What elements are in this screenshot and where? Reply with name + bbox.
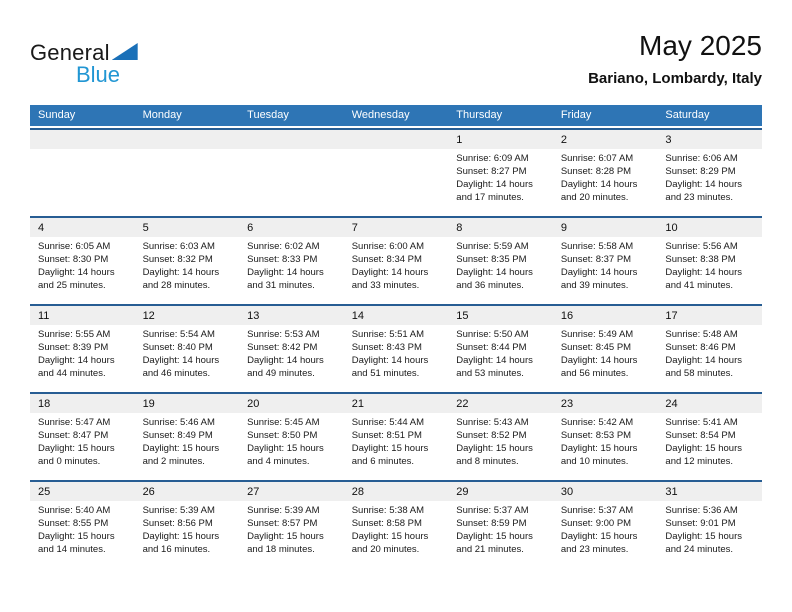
- weekday-header: Saturday: [665, 109, 710, 121]
- sunrise-text: Sunrise: 5:38 AM: [351, 505, 425, 516]
- daylight-text: Daylight: 15 hours and 16 minutes.: [142, 531, 220, 555]
- daylight-text: Daylight: 14 hours and 44 minutes.: [38, 355, 115, 379]
- sunset-text: Sunset: 8:57 PM: [247, 518, 318, 529]
- day-details: [657, 501, 762, 556]
- empty-day-cell: [344, 130, 449, 214]
- sunset-text: Sunset: 8:30 PM: [38, 254, 109, 265]
- daylight-text: Daylight: 15 hours and 23 minutes.: [560, 531, 638, 555]
- day-cell: [448, 482, 553, 566]
- sunrise-text: Sunrise: 6:02 AM: [247, 241, 320, 252]
- sunrise-text: Sunrise: 5:51 AM: [351, 329, 425, 340]
- sunrise-text: Sunrise: 6:00 AM: [351, 241, 425, 252]
- day-details: [344, 413, 449, 468]
- sunset-text: Sunset: 8:38 PM: [665, 254, 736, 265]
- day-details: [344, 501, 449, 556]
- day-details: [553, 237, 658, 292]
- sunset-text: Sunset: 8:50 PM: [247, 430, 318, 441]
- sunrise-text: Sunrise: 5:48 AM: [665, 329, 738, 340]
- sunrise-text: Sunrise: 5:54 AM: [142, 329, 215, 340]
- daylight-text: Daylight: 14 hours and 20 minutes.: [560, 179, 638, 203]
- day-details: [657, 149, 762, 204]
- day-cell: [657, 482, 762, 566]
- day-cell: [448, 218, 553, 302]
- day-cell: [657, 130, 762, 214]
- week-row: [30, 304, 762, 390]
- sunrise-text: Sunrise: 6:09 AM: [456, 153, 529, 164]
- sunset-text: Sunset: 8:34 PM: [351, 254, 422, 265]
- day-number: 31: [657, 482, 762, 501]
- week-row: [30, 216, 762, 302]
- weekday-header: Thursday: [456, 109, 503, 121]
- day-cell: [448, 306, 553, 390]
- day-cell: [30, 218, 135, 302]
- day-number: 14: [344, 306, 449, 325]
- sunrise-text: Sunrise: 5:42 AM: [560, 417, 634, 428]
- day-details: [239, 413, 344, 468]
- day-number: 12: [135, 306, 240, 325]
- sunset-text: Sunset: 8:33 PM: [247, 254, 318, 265]
- day-number: 26: [135, 482, 240, 501]
- daylight-text: Daylight: 15 hours and 12 minutes.: [665, 443, 742, 467]
- sunset-text: Sunset: 8:29 PM: [665, 166, 736, 177]
- day-number: 3: [657, 130, 762, 149]
- daylight-text: Daylight: 15 hours and 6 minutes.: [351, 443, 429, 467]
- day-number: 18: [30, 394, 135, 413]
- sunset-text: Sunset: 8:40 PM: [142, 342, 213, 353]
- daylight-text: Daylight: 14 hours and 39 minutes.: [560, 267, 638, 291]
- sunrise-text: Sunrise: 6:06 AM: [665, 153, 738, 164]
- logo-text-general: General: [30, 40, 110, 65]
- daylight-text: Daylight: 15 hours and 0 minutes.: [38, 443, 115, 467]
- day-cell: [553, 306, 658, 390]
- week-row: [30, 128, 762, 214]
- day-number: 25: [30, 482, 135, 501]
- sunrise-text: Sunrise: 5:36 AM: [665, 505, 738, 516]
- daylight-text: Daylight: 14 hours and 49 minutes.: [247, 355, 324, 379]
- day-number: 27: [239, 482, 344, 501]
- sunset-text: Sunset: 8:44 PM: [456, 342, 527, 353]
- daylight-text: Daylight: 15 hours and 14 minutes.: [38, 531, 115, 555]
- day-details: [553, 501, 658, 556]
- day-number: 5: [135, 218, 240, 237]
- sunrise-text: Sunrise: 5:49 AM: [560, 329, 634, 340]
- day-details: [135, 501, 240, 556]
- empty-day-cell: [135, 130, 240, 214]
- sunset-text: Sunset: 8:28 PM: [560, 166, 632, 177]
- weekday-header: Sunday: [38, 109, 76, 121]
- day-cell: [657, 394, 762, 478]
- sunset-text: Sunset: 8:52 PM: [456, 430, 527, 441]
- day-number: 7: [344, 218, 449, 237]
- day-details: [448, 501, 553, 556]
- daylight-text: Daylight: 14 hours and 53 minutes.: [456, 355, 533, 379]
- day-details: [135, 413, 240, 468]
- day-cell: [30, 306, 135, 390]
- day-cell: [657, 218, 762, 302]
- daylight-text: Daylight: 15 hours and 20 minutes.: [351, 531, 429, 555]
- sunset-text: Sunset: 9:00 PM: [560, 518, 632, 529]
- week-row: [30, 392, 762, 478]
- page-subtitle: Bariano, Lombardy, Italy: [588, 70, 762, 87]
- week-row: [30, 480, 762, 566]
- day-details: [135, 237, 240, 292]
- daylight-text: Daylight: 14 hours and 23 minutes.: [665, 179, 742, 203]
- daylight-text: Daylight: 14 hours and 17 minutes.: [456, 179, 533, 203]
- day-number: 2: [553, 130, 658, 149]
- sunrise-text: Sunrise: 5:56 AM: [665, 241, 738, 252]
- day-details: [30, 413, 135, 468]
- day-number: 10: [657, 218, 762, 237]
- day-cell: [135, 306, 240, 390]
- day-details: [239, 501, 344, 556]
- sunset-text: Sunset: 9:01 PM: [665, 518, 736, 529]
- daylight-text: Daylight: 15 hours and 18 minutes.: [247, 531, 324, 555]
- day-number: 19: [135, 394, 240, 413]
- day-cell: [30, 482, 135, 566]
- sunrise-text: Sunrise: 5:41 AM: [665, 417, 738, 428]
- sunset-text: Sunset: 8:27 PM: [456, 166, 527, 177]
- day-number: 15: [448, 306, 553, 325]
- day-cell: [448, 130, 553, 214]
- daylight-text: Daylight: 14 hours and 31 minutes.: [247, 267, 324, 291]
- weekday-header: Monday: [142, 109, 182, 121]
- sunset-text: Sunset: 8:43 PM: [351, 342, 422, 353]
- day-number: 20: [239, 394, 344, 413]
- day-cell: [553, 394, 658, 478]
- day-number: [239, 130, 344, 149]
- sunrise-text: Sunrise: 5:55 AM: [38, 329, 111, 340]
- sunset-text: Sunset: 8:58 PM: [351, 518, 422, 529]
- day-number: [135, 130, 240, 149]
- daylight-text: Daylight: 15 hours and 2 minutes.: [142, 443, 220, 467]
- day-details: [30, 501, 135, 556]
- day-cell: [239, 306, 344, 390]
- daylight-text: Daylight: 15 hours and 8 minutes.: [456, 443, 533, 467]
- day-number: 22: [448, 394, 553, 413]
- sunset-text: Sunset: 8:55 PM: [38, 518, 109, 529]
- day-number: 13: [239, 306, 344, 325]
- empty-day-cell: [239, 130, 344, 214]
- day-details: [239, 237, 344, 292]
- day-cell: [135, 394, 240, 478]
- day-cell: [553, 130, 658, 214]
- sunset-text: Sunset: 8:46 PM: [665, 342, 736, 353]
- day-cell: [344, 394, 449, 478]
- empty-day-cell: [30, 130, 135, 214]
- sunset-text: Sunset: 8:56 PM: [142, 518, 213, 529]
- day-details: [30, 237, 135, 292]
- day-cell: [553, 482, 658, 566]
- sunrise-text: Sunrise: 5:59 AM: [456, 241, 529, 252]
- page-header: [30, 0, 762, 105]
- daylight-text: Daylight: 14 hours and 25 minutes.: [38, 267, 115, 291]
- sunset-text: Sunset: 8:32 PM: [142, 254, 213, 265]
- sunrise-text: Sunrise: 5:39 AM: [142, 505, 215, 516]
- sunset-text: Sunset: 8:54 PM: [665, 430, 736, 441]
- day-cell: [239, 394, 344, 478]
- calendar-grid: [30, 128, 762, 566]
- day-number: 9: [553, 218, 658, 237]
- sunrise-text: Sunrise: 5:37 AM: [560, 505, 634, 516]
- daylight-text: Daylight: 14 hours and 56 minutes.: [560, 355, 638, 379]
- weekday-header: Friday: [560, 109, 592, 121]
- logo-text-blue: Blue: [76, 62, 121, 87]
- sunrise-text: Sunrise: 5:37 AM: [456, 505, 529, 516]
- day-details: [553, 149, 658, 204]
- day-details: [553, 325, 658, 380]
- day-number: 11: [30, 306, 135, 325]
- sunset-text: Sunset: 8:51 PM: [351, 430, 422, 441]
- daylight-text: Daylight: 14 hours and 58 minutes.: [665, 355, 742, 379]
- day-cell: [239, 482, 344, 566]
- sunrise-text: Sunrise: 6:03 AM: [142, 241, 215, 252]
- sunset-text: Sunset: 8:42 PM: [247, 342, 318, 353]
- sunset-text: Sunset: 8:39 PM: [38, 342, 109, 353]
- day-details: [448, 149, 553, 204]
- logo-triangle-icon: [112, 43, 138, 60]
- sunset-text: Sunset: 8:59 PM: [456, 518, 527, 529]
- day-number: 23: [553, 394, 658, 413]
- daylight-text: Daylight: 14 hours and 28 minutes.: [142, 267, 220, 291]
- day-cell: [135, 482, 240, 566]
- day-cell: [344, 482, 449, 566]
- day-details: [344, 237, 449, 292]
- day-number: 30: [553, 482, 658, 501]
- sunrise-text: Sunrise: 5:44 AM: [351, 417, 425, 428]
- sunrise-text: Sunrise: 5:46 AM: [142, 417, 215, 428]
- day-cell: [344, 218, 449, 302]
- general-blue-logo: [30, 40, 170, 95]
- daylight-text: Daylight: 14 hours and 41 minutes.: [665, 267, 742, 291]
- day-number: 6: [239, 218, 344, 237]
- sunrise-text: Sunrise: 6:05 AM: [38, 241, 111, 252]
- day-cell: [553, 218, 658, 302]
- daylight-text: Daylight: 15 hours and 10 minutes.: [560, 443, 638, 467]
- day-details: [657, 413, 762, 468]
- daylight-text: Daylight: 14 hours and 36 minutes.: [456, 267, 533, 291]
- sunrise-text: Sunrise: 6:07 AM: [560, 153, 634, 164]
- day-cell: [30, 394, 135, 478]
- day-number: 28: [344, 482, 449, 501]
- daylight-text: Daylight: 14 hours and 51 minutes.: [351, 355, 429, 379]
- daylight-text: Daylight: 14 hours and 33 minutes.: [351, 267, 429, 291]
- day-number: 16: [553, 306, 658, 325]
- day-number: 17: [657, 306, 762, 325]
- day-cell: [135, 218, 240, 302]
- sunset-text: Sunset: 8:47 PM: [38, 430, 109, 441]
- day-details: [30, 325, 135, 380]
- sunset-text: Sunset: 8:49 PM: [142, 430, 213, 441]
- sunrise-text: Sunrise: 5:50 AM: [456, 329, 529, 340]
- day-cell: [657, 306, 762, 390]
- sunrise-text: Sunrise: 5:53 AM: [247, 329, 320, 340]
- sunrise-text: Sunrise: 5:43 AM: [456, 417, 529, 428]
- day-number: 24: [657, 394, 762, 413]
- day-details: [239, 325, 344, 380]
- daylight-text: Daylight: 15 hours and 4 minutes.: [247, 443, 324, 467]
- weekday-header-row: [30, 105, 762, 126]
- daylight-text: Daylight: 15 hours and 21 minutes.: [456, 531, 533, 555]
- day-details: [657, 325, 762, 380]
- sunset-text: Sunset: 8:35 PM: [456, 254, 527, 265]
- daylight-text: Daylight: 15 hours and 24 minutes.: [665, 531, 742, 555]
- day-number: 8: [448, 218, 553, 237]
- sunrise-text: Sunrise: 5:40 AM: [38, 505, 111, 516]
- sunrise-text: Sunrise: 5:39 AM: [247, 505, 320, 516]
- day-details: [448, 413, 553, 468]
- day-details: [553, 413, 658, 468]
- day-cell: [239, 218, 344, 302]
- day-details: [448, 325, 553, 380]
- day-details: [657, 237, 762, 292]
- day-number: 21: [344, 394, 449, 413]
- day-details: [135, 325, 240, 380]
- weekday-header: Tuesday: [247, 109, 289, 121]
- day-cell: [344, 306, 449, 390]
- weekday-header: Wednesday: [351, 109, 410, 121]
- sunrise-text: Sunrise: 5:47 AM: [38, 417, 111, 428]
- day-details: [344, 325, 449, 380]
- page-title: May 2025: [639, 30, 762, 61]
- sunset-text: Sunset: 8:37 PM: [560, 254, 632, 265]
- sunset-text: Sunset: 8:53 PM: [560, 430, 632, 441]
- day-number: 1: [448, 130, 553, 149]
- sunrise-text: Sunrise: 5:58 AM: [560, 241, 634, 252]
- day-number: [30, 130, 135, 149]
- day-number: [344, 130, 449, 149]
- day-cell: [448, 394, 553, 478]
- day-details: [448, 237, 553, 292]
- day-number: 29: [448, 482, 553, 501]
- sunrise-text: Sunrise: 5:45 AM: [247, 417, 320, 428]
- sunset-text: Sunset: 8:45 PM: [560, 342, 632, 353]
- daylight-text: Daylight: 14 hours and 46 minutes.: [142, 355, 220, 379]
- day-number: 4: [30, 218, 135, 237]
